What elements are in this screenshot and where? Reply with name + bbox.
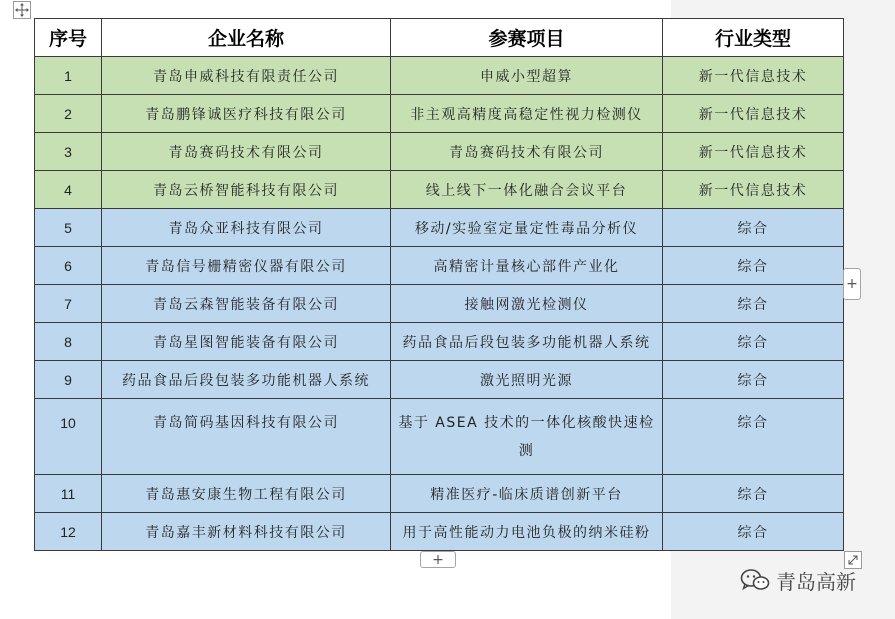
plus-icon: + — [846, 276, 858, 292]
cell-company[interactable]: 青岛信号栅精密仪器有限公司 — [102, 247, 391, 285]
cell-company[interactable]: 青岛嘉丰新材料科技有限公司 — [102, 513, 391, 551]
cell-project[interactable]: 药品食品后段包装多功能机器人系统 — [391, 323, 663, 361]
add-column-button[interactable] — [843, 268, 861, 300]
cell-project[interactable]: 基于 ASEA 技术的一体化核酸快速检测 — [391, 399, 663, 475]
table-row — [35, 57, 844, 95]
table-row — [35, 247, 844, 285]
cell-industry[interactable]: 综合 — [663, 209, 844, 247]
cell-industry[interactable]: 综合 — [663, 513, 844, 551]
cell-company[interactable]: 青岛赛码技术有限公司 — [102, 133, 391, 171]
wechat-icon — [740, 568, 770, 592]
watermark — [740, 566, 856, 594]
cell-no[interactable]: 9 — [35, 361, 102, 399]
cell-no[interactable]: 10 — [35, 399, 102, 475]
cell-project[interactable]: 申威小型超算 — [391, 57, 663, 95]
cell-project[interactable]: 移动/实验室定量定性毒品分析仪 — [391, 209, 663, 247]
cell-no[interactable]: 3 — [35, 133, 102, 171]
cell-no[interactable]: 6 — [35, 247, 102, 285]
watermark-text: 青岛高新 — [776, 569, 856, 594]
cell-project[interactable]: 高精密计量核心部件产业化 — [391, 247, 663, 285]
cell-project[interactable]: 青岛赛码技术有限公司 — [391, 133, 663, 171]
cell-no[interactable]: 4 — [35, 171, 102, 209]
cell-industry[interactable]: 综合 — [663, 285, 844, 323]
table-row — [35, 133, 844, 171]
cell-industry[interactable]: 新一代信息技术 — [663, 57, 844, 95]
move-icon — [15, 3, 29, 17]
cell-industry[interactable]: 综合 — [663, 475, 844, 513]
cell-company[interactable]: 青岛鹏锋诚医疗科技有限公司 — [102, 95, 391, 133]
add-row-button[interactable] — [420, 551, 456, 568]
cell-industry[interactable]: 综合 — [663, 399, 844, 475]
header-industry: 行业类型 — [663, 19, 844, 57]
cell-no[interactable]: 8 — [35, 323, 102, 361]
resize-icon — [847, 554, 859, 566]
cell-no[interactable]: 1 — [35, 57, 102, 95]
table-row — [35, 323, 844, 361]
cell-company[interactable]: 青岛申威科技有限责任公司 — [102, 57, 391, 95]
cell-company[interactable]: 青岛惠安康生物工程有限公司 — [102, 475, 391, 513]
header-company: 企业名称 — [102, 19, 391, 57]
cell-company[interactable]: 药品食品后段包装多功能机器人系统 — [102, 361, 391, 399]
plus-icon: + — [432, 551, 444, 568]
header-project: 参赛项目 — [391, 19, 663, 57]
table-move-handle[interactable] — [13, 1, 31, 19]
cell-no[interactable]: 2 — [35, 95, 102, 133]
cell-industry[interactable]: 新一代信息技术 — [663, 171, 844, 209]
cell-industry[interactable]: 新一代信息技术 — [663, 133, 844, 171]
table-header-row — [35, 19, 844, 57]
competition-table — [34, 18, 844, 551]
cell-no[interactable]: 7 — [35, 285, 102, 323]
cell-project[interactable]: 精准医疗-临床质谱创新平台 — [391, 475, 663, 513]
cell-project[interactable]: 激光照明光源 — [391, 361, 663, 399]
cell-company[interactable]: 青岛云桥智能科技有限公司 — [102, 171, 391, 209]
cell-no[interactable]: 12 — [35, 513, 102, 551]
cell-project[interactable]: 非主观高精度高稳定性视力检测仪 — [391, 95, 663, 133]
cell-project[interactable]: 线上线下一体化融合会议平台 — [391, 171, 663, 209]
cell-no[interactable]: 5 — [35, 209, 102, 247]
table-row — [35, 209, 844, 247]
header-no: 序号 — [35, 19, 102, 57]
table-row — [35, 513, 844, 551]
cell-company[interactable]: 青岛简码基因科技有限公司 — [102, 399, 391, 475]
cell-project[interactable]: 接触网激光检测仪 — [391, 285, 663, 323]
cell-no[interactable]: 11 — [35, 475, 102, 513]
cell-industry[interactable]: 新一代信息技术 — [663, 95, 844, 133]
cell-project[interactable]: 用于高性能动力电池负极的纳米硅粉 — [391, 513, 663, 551]
cell-company[interactable]: 青岛云森智能装备有限公司 — [102, 285, 391, 323]
cell-company[interactable]: 青岛星图智能装备有限公司 — [102, 323, 391, 361]
table-row — [35, 475, 844, 513]
table-row — [35, 95, 844, 133]
cell-industry[interactable]: 综合 — [663, 361, 844, 399]
cell-industry[interactable]: 综合 — [663, 247, 844, 285]
table-row — [35, 171, 844, 209]
cell-company[interactable]: 青岛众亚科技有限公司 — [102, 209, 391, 247]
cell-industry[interactable]: 综合 — [663, 323, 844, 361]
table-row — [35, 361, 844, 399]
table-row — [35, 399, 844, 475]
table-row — [35, 285, 844, 323]
